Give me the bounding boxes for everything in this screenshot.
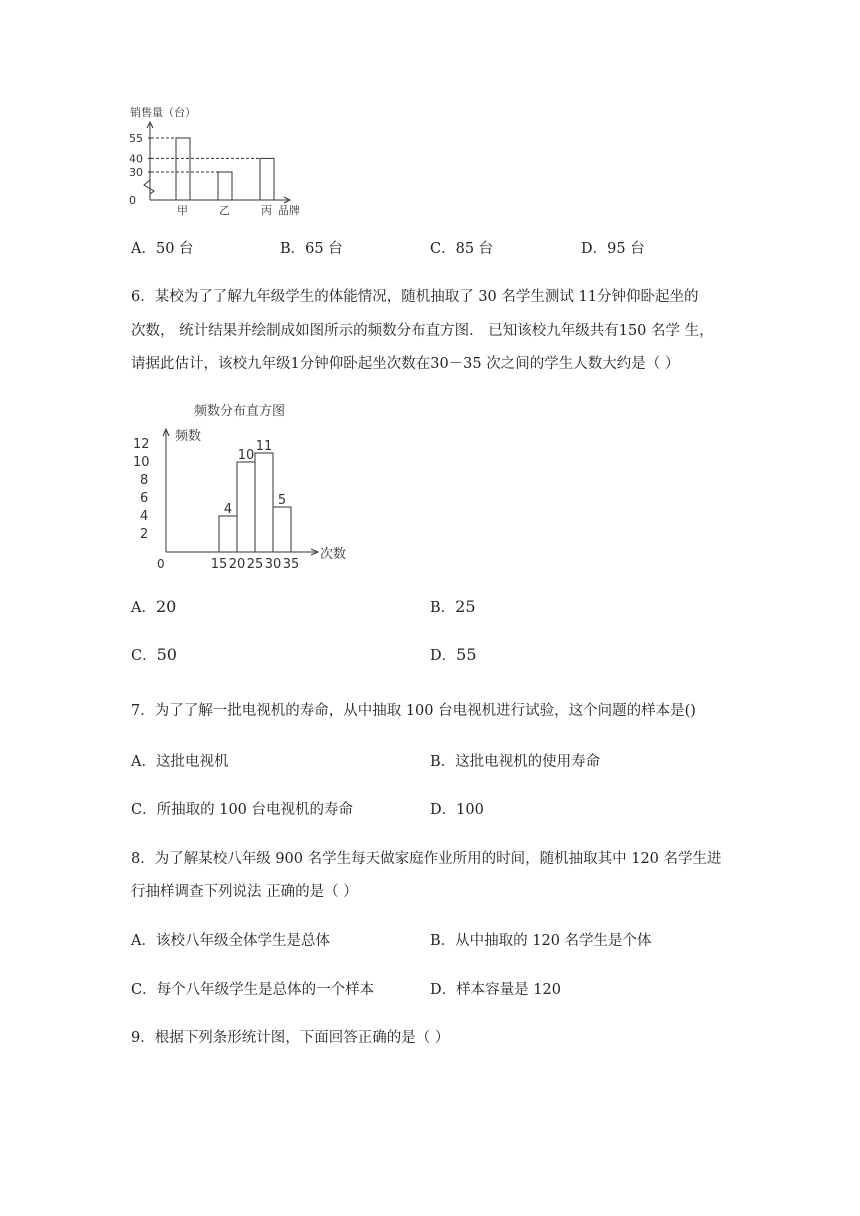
option-label: A． (131, 933, 156, 949)
q8-option-d[interactable] (430, 980, 561, 1000)
option-value: 55 (456, 645, 477, 664)
q6-stem-line1: 6．某校为了了解九年级学生的体能情况，随机抽取了 30 名学生测试 11分钟仰卧起坐的 (131, 289, 699, 305)
chart2-ylabel: 频数 (175, 429, 202, 444)
chart1-category-label: 甲 (177, 204, 188, 217)
option-label: D． (430, 802, 457, 818)
option-value: 50 (156, 645, 177, 664)
chart2-ytick-label: 8 (140, 473, 149, 488)
q6-stem-line3: 请据此估计，该校九年级1分钟仰卧起坐次数在30－35 次之间的学生人数大约是（ ） (131, 356, 680, 372)
option-label: A． (131, 241, 156, 257)
chart2-ytick-label: 6 (140, 491, 149, 506)
q5-option-c[interactable] (430, 239, 493, 259)
option-value: 从中抽取的 120 名学生是个体 (455, 933, 652, 949)
chart2-xtick-label: 15 (210, 557, 228, 572)
option-label: C． (430, 241, 456, 257)
chart2-bar (273, 507, 291, 552)
chart2-xtick-label: 25 (246, 557, 264, 572)
option-value: 这批电视机 (155, 754, 229, 770)
chart2-ytick-label: 2 (140, 527, 149, 542)
option-value: 95 台 (607, 241, 645, 257)
chart2-data-label: 4 (223, 502, 233, 517)
option-label: D． (581, 241, 608, 257)
chart2-title: 频数分布直方图 (194, 404, 286, 419)
option-label: A． (131, 754, 156, 770)
chart1-xlabel: 品牌 (278, 204, 300, 217)
option-label: C． (131, 648, 157, 664)
q9-stem: 9．根据下列条形统计图，下面回答正确的是（ ） (131, 1030, 450, 1046)
chart1-ytick-label: 30 (129, 166, 143, 179)
option-value: 20 (155, 597, 177, 616)
chart1-ytick-label: 40 (129, 152, 143, 166)
option-label: D． (430, 648, 457, 664)
q7-option-a[interactable] (131, 752, 228, 772)
option-value: 每个八年级学生是总体的一个样本 (156, 982, 375, 998)
chart2-data-label: 5 (277, 493, 287, 508)
option-label: B． (430, 600, 456, 616)
chart1-ylabel: 销售量（台） (130, 106, 196, 119)
chart1-axis-break (144, 180, 154, 194)
q7-option-b[interactable] (430, 752, 600, 772)
q7-stem: 7．为了了解一批电视机的寿命，从中抽取 100 台电视机进行试验，这个问题的样本是() (131, 703, 696, 719)
frequency-histogram (130, 398, 370, 578)
chart2-bar (255, 453, 273, 552)
chart1-bar (218, 172, 232, 200)
option-label: D． (430, 982, 457, 998)
option-label: A． (131, 600, 156, 616)
chart2-origin: 0 (157, 557, 165, 571)
q5-option-a[interactable] (131, 239, 194, 259)
option-value: 该校八年级全体学生是总体 (155, 933, 330, 949)
chart2-ytick-label: 10 (133, 455, 150, 470)
q6-stem-line2: 次数， 统计结果并绘制成如图所示的频数分布直方图． 已知该校九年级共有150 名学 生， (131, 323, 714, 339)
chart2-xtick-label: 35 (282, 557, 300, 572)
option-label: B． (430, 754, 456, 770)
chart1-ytick-label: 0 (129, 194, 136, 207)
option-value: 65 台 (305, 241, 343, 257)
q8-option-a[interactable] (131, 931, 330, 951)
option-value: 这批电视机的使用寿命 (455, 754, 601, 770)
chart2-ytick-label: 12 (133, 437, 150, 452)
chart2-bar (237, 462, 255, 552)
option-value: 所抽取的 100 台电视机的寿命 (156, 802, 354, 818)
chart2-xlabel: 次数 (320, 547, 347, 562)
q6-option-d[interactable] (430, 645, 477, 666)
q8-option-b[interactable] (430, 931, 652, 951)
option-label: B． (280, 241, 306, 257)
q8-option-c[interactable] (131, 980, 374, 1000)
q8-stem-line2: 行抽样调查下列说法 正确的是（ ） (131, 884, 358, 900)
sales-bar-chart (120, 100, 320, 225)
chart1-category-label: 乙 (219, 204, 230, 217)
option-value: 100 (456, 802, 484, 818)
q6-option-b[interactable] (430, 597, 476, 618)
chart2-data-label: 10 (237, 448, 255, 463)
q8-stem-line1: 8．为了解某校八年级 900 名学生每天做家庭作业所用的时间，随机抽取其中 120 名学生进 (131, 851, 722, 867)
chart1-bar (176, 138, 190, 200)
option-value: 50 台 (155, 241, 194, 257)
chart2-xtick-label: 20 (228, 557, 246, 572)
chart2-xtick-label: 30 (264, 557, 282, 572)
option-value: 25 (455, 597, 476, 616)
q6-option-a[interactable] (131, 597, 176, 618)
chart2-bar (219, 516, 237, 552)
option-label: B． (430, 933, 456, 949)
chart1-category-label: 丙 (261, 204, 272, 217)
q7-option-d[interactable] (430, 800, 484, 820)
option-label: C． (131, 982, 157, 998)
q7-option-c[interactable] (131, 800, 353, 820)
chart1-bar (260, 158, 274, 200)
chart1-ytick-label: 55 (129, 132, 143, 145)
option-value: 样本容量是 120 (456, 982, 561, 998)
chart2-data-label: 11 (255, 439, 273, 454)
chart2-ytick-label: 4 (140, 509, 149, 524)
option-label: C． (131, 802, 157, 818)
q6-option-c[interactable] (131, 645, 177, 666)
q5-option-b[interactable] (280, 239, 343, 259)
option-value: 85 台 (455, 241, 494, 257)
q5-option-d[interactable] (581, 239, 645, 259)
